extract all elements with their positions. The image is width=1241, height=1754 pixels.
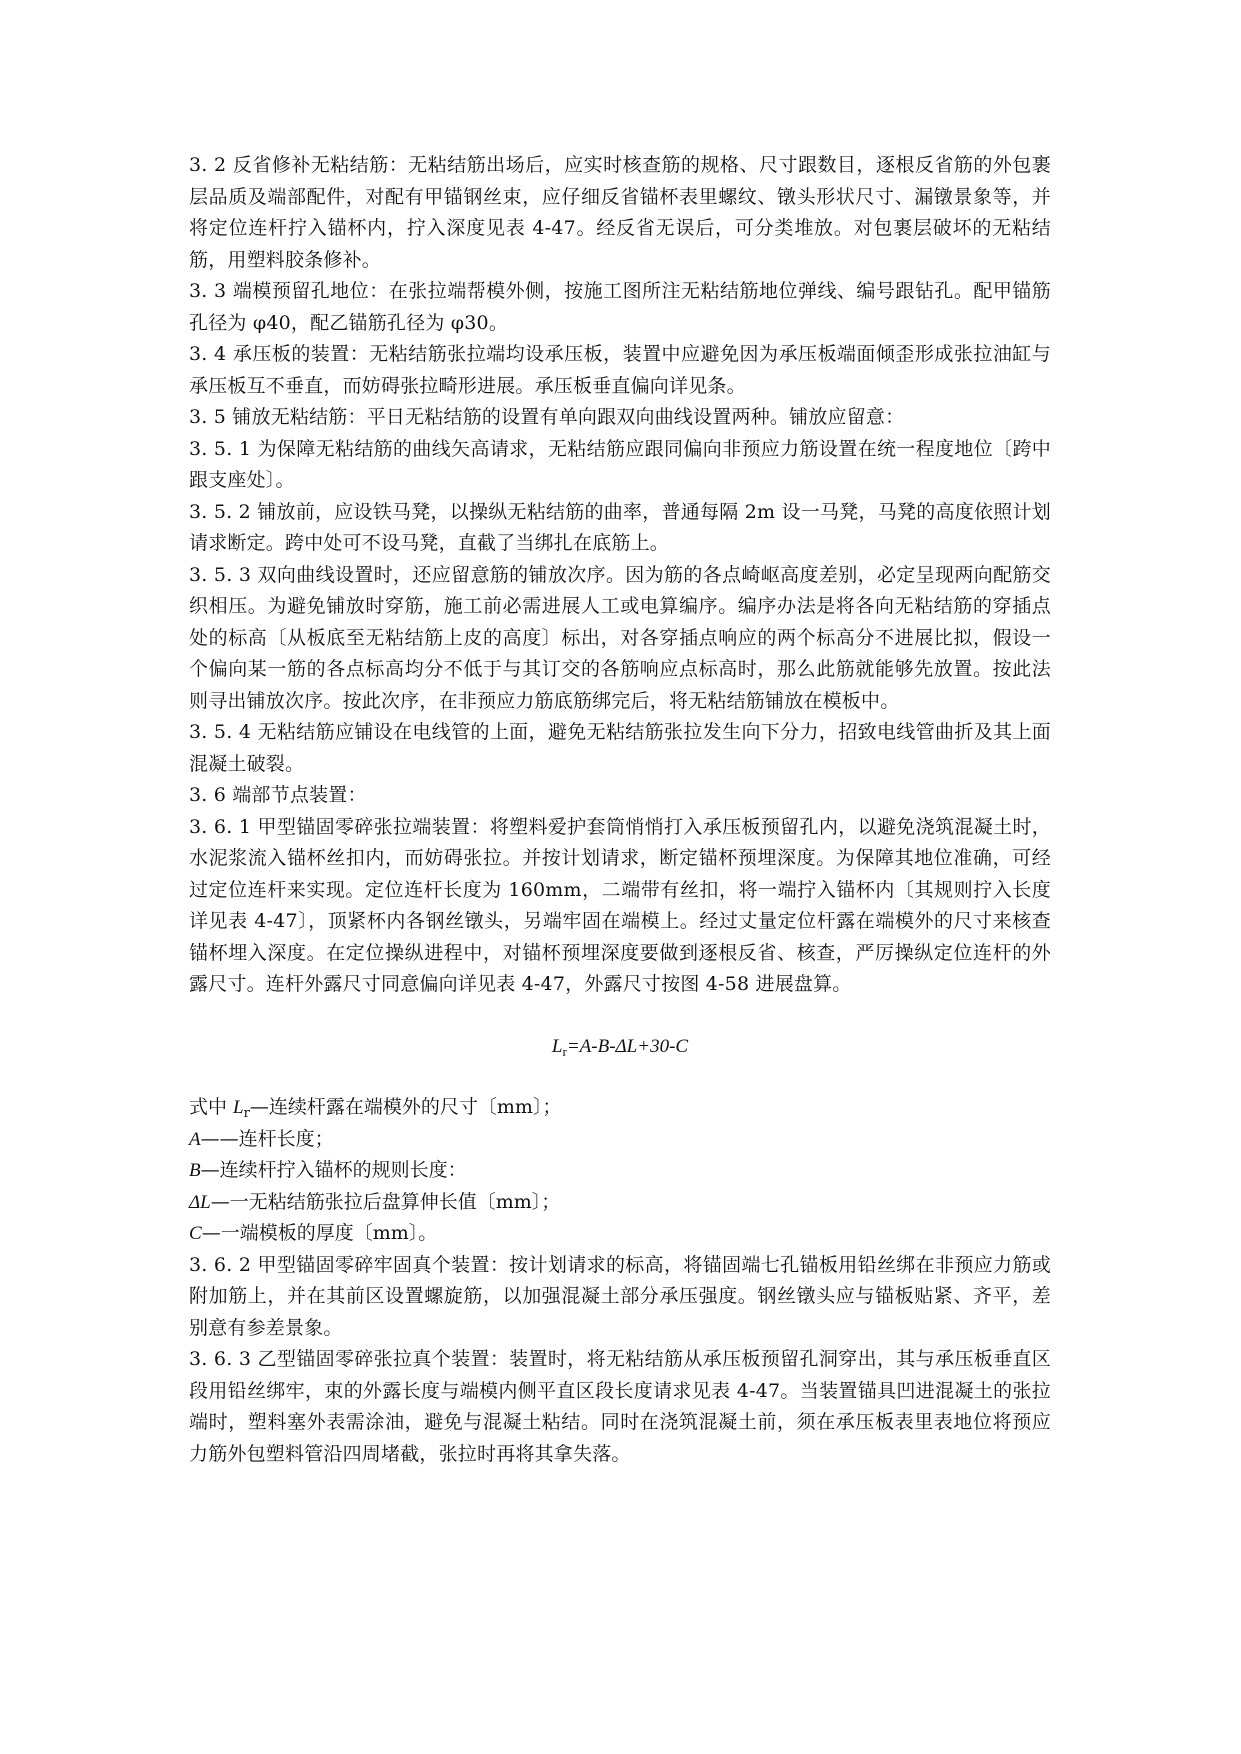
definition-lr-text: —连续杆露在端模外的尺寸〔mm〕； xyxy=(249,1096,562,1118)
definition-c xyxy=(189,1218,1051,1250)
section-top xyxy=(189,150,1051,1001)
definition-intro: 式中 xyxy=(189,1096,234,1118)
paragraph-3-5-2: 3. 5. 2 铺放前，应设铁马凳，以操纵无粘结筋的曲率，普通每隔 2m 设一马凳，马凳的高度依照计划请求断定。跨中处可不设马凳，直截了当绑扎在底筋上。 xyxy=(189,500,1051,554)
paragraph-3-6-2: 3. 6. 2 甲型锚固零碎牢固真个装置：按计划请求的标高，将锚固端七孔锚板用铅丝绑在非预应力筋或附加筋上，并在其前区设置螺旋筋，以加强混凝土部分承压强度。钢丝镦头应与锚板贴紧、齐平，差别意有参差景象。 xyxy=(189,1253,1051,1339)
formula-lr xyxy=(189,1031,1051,1063)
formula-lhs-subscript: r xyxy=(562,1043,567,1059)
paragraph-3-5-1: 3. 5. 1 为保障无粘结筋的曲线矢高请求，无粘结筋应跟同偏向非预应力筋设置在统一程度地位〔跨中跟支座处〕。 xyxy=(189,437,1051,491)
definition-a xyxy=(189,1124,1051,1156)
paragraph-3-5: 3. 5 铺放无粘结筋：平日无粘结筋的设置有单向跟双向曲线设置两种。铺放应留意： xyxy=(189,406,905,428)
paragraph-3-6-1: 3. 6. 1 甲型锚固零碎张拉端装置：将塑料爱护套筒悄悄打入承压板预留孔内，以避免浇筑混凝土时，水泥浆流入锚杯丝扣内，而妨碍张拉。并按计划请求，断定锚杯预埋深度。为保障其地位准确，可经过定位连杆来实现。定位连杆长度为 160mm，二端带有丝扣，将一端拧入锚杯内〔其规则拧入长度详见表 4-47〕，顶紧杯内各钢丝镦头，另端牢固在端模上。经过丈量定位杆露在端模外的尺寸来核查锚杯埋入深度。在定位操纵进程中，对锚杯预埋深度要做到逐根反省、核查，严厉操纵定位连杆的外露尺寸。连杆外露尺寸同意偏向详见表 4-47，外露尺寸按图 4-58 进展盘算。 xyxy=(189,815,1051,995)
definition-b xyxy=(189,1155,1051,1187)
definition-lr-symbol: L xyxy=(233,1097,244,1118)
definition-delta-l xyxy=(189,1187,1051,1219)
definitions-list xyxy=(189,1092,1051,1250)
definition-c-text: —一端模板的厚度〔mm〕。 xyxy=(201,1222,438,1244)
paragraph-3-5-3: 3. 5. 3 双向曲线设置时，还应留意筋的铺放次序。因为筋的各点崎岖高度差别，必定呈现两向配筋交织相压。为避免铺放时穿筋，施工前必需进展人工或电算编序。编序办法是将各向无粘结筋的穿插点处的标高〔从板底至无粘结筋上皮的高度〕标出，对各穿插点响应的两个标高分不进展比拟，假设一个偏向某一筋的各点标高均分不低于与其订交的各筋响应点标高时，那么此筋就能够先放置。按此法则寻出铺放次序。按此次序，在非预应力筋底筋绑完后，将无粘结筋铺放在模板中。 xyxy=(189,563,1051,712)
paragraph-3-5-4: 3. 5. 4 无粘结筋应铺设在电线管的上面，避免无粘结筋张拉发生向下分力，招致电线管曲折及其上面混凝土破裂。 xyxy=(189,721,1051,775)
paragraph-3-6: 3. 6 端部节点装置： xyxy=(189,784,367,806)
definition-delta-l-text: —一无粘结筋张拉后盘算伸长值〔mm〕； xyxy=(210,1190,561,1213)
definition-lr-subscript: r xyxy=(243,1106,250,1121)
paragraph-3-4: 3. 4 承压板的装置：无粘结筋张拉端均设承压板，装置中应避免因为承压板端面倾歪形成张拉油缸与承压板互不垂直，而妨碍张拉畸形进展。承压板垂直偏向详见条。 xyxy=(189,343,1051,397)
document-page xyxy=(189,150,1051,1470)
definition-delta-l-symbol: ΔL xyxy=(189,1191,211,1213)
formula-lhs: L xyxy=(551,1035,563,1057)
paragraph-3-6-3: 3. 6. 3 乙型锚固零碎张拉真个装置：装置时，将无粘结筋从承压板预留孔洞穿出，其与承压板垂直区段用铅丝绑牢，束的外露长度与端模内侧平直区段长度请求见表 4-47。当装置锚具凹进混凝土的张拉端时，塑料塞外表需涂油，避免与混凝土粘结。同时在浇筑混凝土前，须在承压板表里表地位将预应力筋外包塑料管沿四周堵截，张拉时再将其拿失落。 xyxy=(189,1348,1051,1465)
formula-rhs: =A-B-ΔL+30-C xyxy=(566,1035,689,1057)
definition-c-symbol: C xyxy=(189,1223,202,1244)
section-bottom xyxy=(189,1250,1051,1471)
definition-b-symbol: B xyxy=(189,1160,201,1181)
paragraph-3-2: 3. 2 反省修补无粘结筋：无粘结筋出场后，应实时核查筋的规格、尺寸跟数目，逐根反省筋的外包裹层品质及端部配件，对配有甲锚钢丝束，应仔细反省锚杯表里螺纹、镦头形状尺寸、漏镦景象等，并将定位连杆拧入锚杯内，拧入深度见表 4-47。经反省无误后，可分类堆放。对包裹层破坏的无粘结筋，用塑料胶条修补。 xyxy=(189,154,1051,271)
definition-a-symbol: A xyxy=(189,1128,201,1150)
paragraph-3-3: 3. 3 端模预留孔地位：在张拉端帮模外侧，按施工图所注无粘结筋地位弹线、编号跟钻孔。配甲锚筋孔径为 φ40，配乙锚筋孔径为 φ30。 xyxy=(189,280,1051,334)
definition-b-text: —连续杆拧入锚杯的规则长度： xyxy=(200,1159,467,1181)
definition-lr xyxy=(189,1092,1051,1124)
definition-a-text: ——连杆长度； xyxy=(200,1127,334,1150)
